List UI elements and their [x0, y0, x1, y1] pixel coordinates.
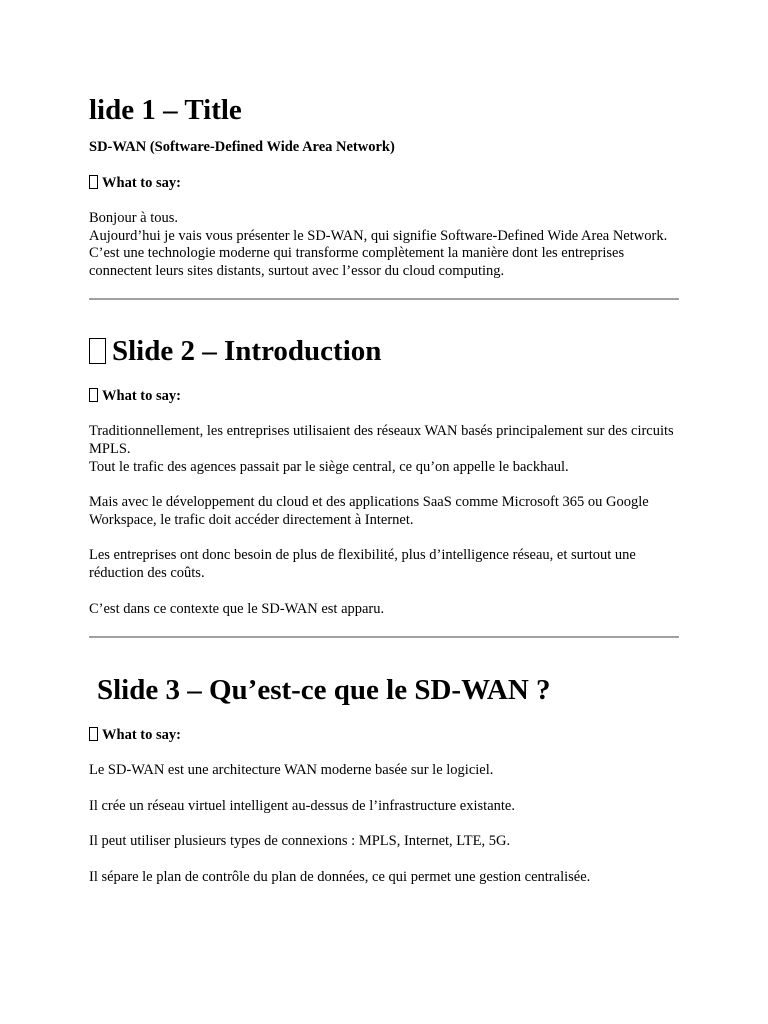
slide-2-heading-text: Slide 2 – Introduction	[112, 335, 382, 368]
what-to-say-label: What to say:	[102, 727, 181, 744]
document-page	[89, 0, 679, 887]
slide-3-paragraph: Il peut utiliser plusieurs types de connexions : MPLS, Internet, LTE, 5G.	[89, 833, 511, 850]
slide-3-paragraph: Il sépare le plan de contrôle du plan de données, ce qui permet une gestion centralisée.	[89, 868, 591, 885]
what-to-say-label: What to say:	[102, 175, 181, 191]
slide-1-what-to-say	[89, 174, 679, 192]
what-to-say-label: What to say:	[102, 388, 181, 405]
slide-3-heading: Slide 3 – Qu’est-ce que le SD-WAN ?	[97, 674, 551, 707]
slide-2-what-to-say	[89, 387, 679, 405]
slide-2-paragraph: Mais avec le développement du cloud et des applications SaaS comme Microsoft 365 ou Google Workspace, le trafic doit accéder directement à Internet.	[89, 494, 649, 528]
slide-3-paragraph: Il crée un réseau virtuel intelligent au-dessus de l’infrastructure existante.	[89, 797, 515, 814]
slide-3-what-to-say	[89, 726, 679, 744]
slide-2-heading	[89, 333, 679, 369]
slide-1-paragraph: Aujourd’hui je vais vous présenter le SD-WAN, qui signifie Software-Defined Wide Area Network.	[89, 227, 668, 244]
missing-glyph-box-icon	[89, 175, 98, 189]
slide-2-paragraph: Tout le trafic des agences passait par le siège central, ce qu’on appelle le backhaul.	[89, 458, 569, 475]
slide-2-paragraph: Les entreprises ont donc besoin de plus de flexibilité, plus d’intelligence réseau, et surtout une réduction des coûts.	[89, 547, 636, 581]
slide-1-paragraph: Bonjour à tous.	[89, 210, 179, 226]
slide-2-paragraph: C’est dans ce contexte que le SD-WAN est apparu.	[89, 600, 385, 617]
missing-glyph-box-icon	[89, 727, 98, 741]
slide-1-subtitle: SD-WAN (Software-Defined Wide Area Network)	[89, 139, 395, 155]
slide-2-paragraph: Traditionnellement, les entreprises utilisaient des réseaux WAN basés principalement sur des circuits MPLS.	[89, 423, 674, 457]
slide-1-heading: lide 1 – Title	[89, 94, 242, 126]
missing-glyph-box-icon	[89, 388, 98, 402]
horizontal-rule	[89, 636, 679, 638]
slide-3-paragraph: Le SD-WAN est une architecture WAN moderne basée sur le logiciel.	[89, 762, 494, 779]
slide-1-paragraph: C’est une technologie moderne qui transforme complètement la manière dont les entreprises connectent leurs sites distants, surtout avec l’essor du cloud computing.	[89, 245, 625, 279]
horizontal-rule	[89, 298, 679, 300]
missing-glyph-box-icon	[89, 338, 106, 364]
